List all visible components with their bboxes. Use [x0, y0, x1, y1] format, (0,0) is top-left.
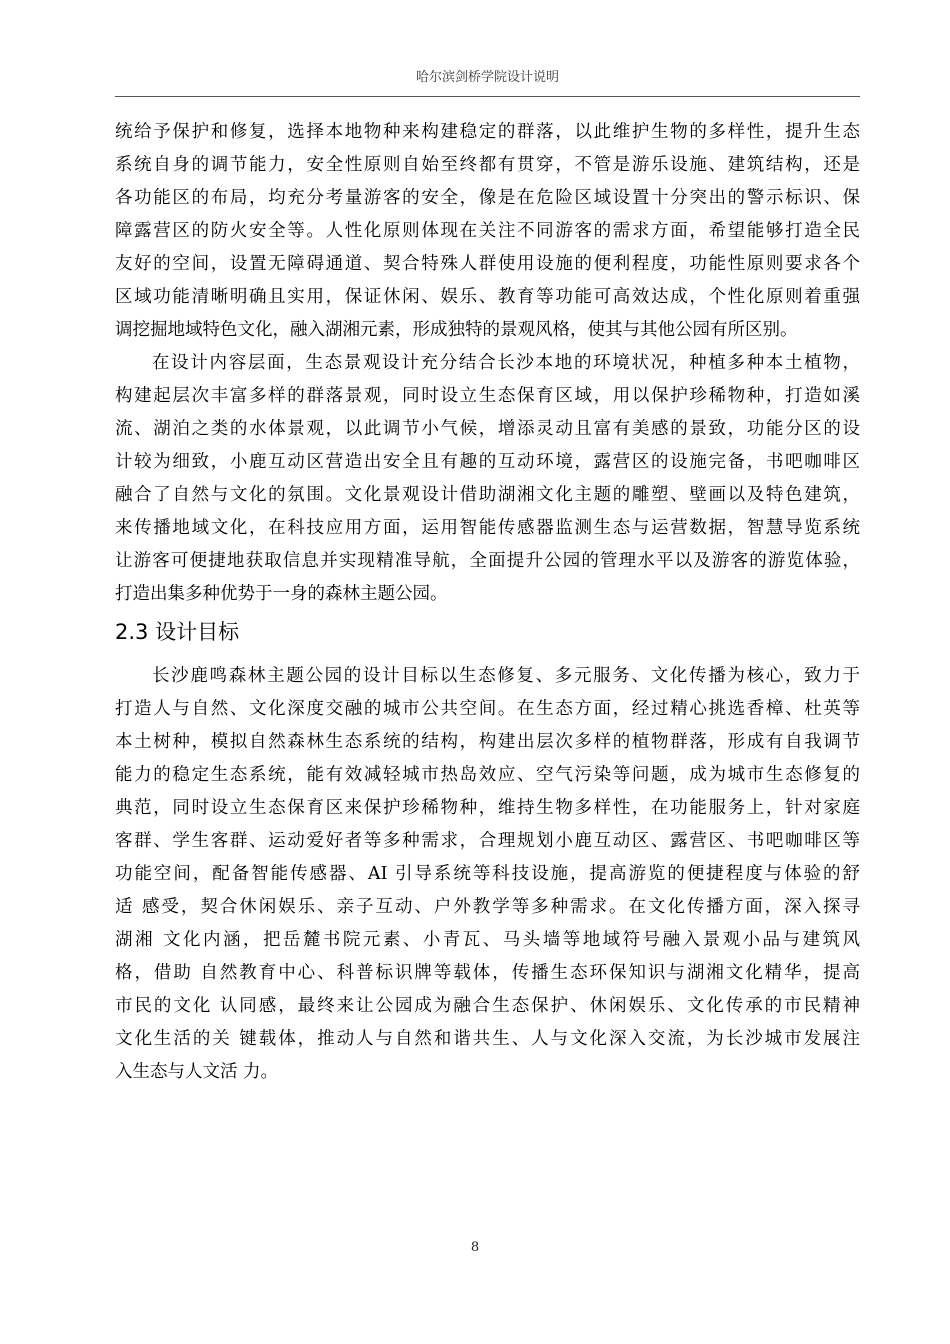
page-number: 8: [470, 1240, 480, 1255]
text-line: 来传播地域文化，在科技应用方面，运用智能传感器监测生态与运营数据，智慧导览系统: [115, 518, 860, 538]
paragraph-design-goals: [115, 660, 860, 1089]
text-line: 能力的稳定生态系统，能有效减轻城市热岛效应、空气污染等问题，成为城市生态修复的: [115, 765, 860, 785]
text-line: 障露营区的防火安全等。人性化原则体现在关注不同游客的需求方面，希望能够打造全民: [115, 221, 860, 241]
page-header-title: 哈尔滨剑桥学院设计说明: [415, 70, 559, 85]
text-line: 典范，同时设立生态保育区来保护珍稀物种，维持生物多样性，在功能服务上，针对家庭: [115, 798, 860, 818]
text-line: 本土树种，模拟自然森林生态系统的结构，构建出层次多样的植物群落，形成有自我调节: [115, 732, 860, 752]
text-line: 在设计内容层面，生态景观设计充分结合长沙本地的环境状况，种植多种本土植物，: [152, 353, 860, 373]
paragraph-design-content: [115, 347, 860, 611]
text-line: 各功能区的布局，均充分考量游客的安全，像是在危险区域设置十分突出的警示标识、保: [115, 188, 860, 208]
text-line: 打造人与自然、文化深度交融的城市公共空间。在生态方面，经过精心挑选香樟、杜英等: [115, 699, 860, 719]
text-line: 流、湖泊之类的水体景观，以此调节小气候，增添灵动且富有美感的景致，功能分区的设: [115, 419, 860, 439]
text-line: 客群、学生客群、运动爱好者等多种需求，合理规划小鹿互动区、露营区、书吧咖啡区等: [115, 831, 860, 851]
text-line: 文化生活的关 键载体，推动人与自然和谐共生、人与文化深入交流，为长沙城市发展注: [115, 1029, 860, 1049]
text-line: 让游客可便捷地获取信息并实现精准导航，全面提升公园的管理水平以及游客的游览体验，: [115, 551, 860, 571]
text-line: 融合了自然与文化的氛围。文化景观设计借助湖湘文化主题的雕塑、壁画以及特色建筑，: [115, 485, 860, 505]
text-line: 入生态与人文活 力。: [115, 1062, 279, 1082]
text-line: 市民的文化 认同感，最终来让公园成为融合生态保护、休闲娱乐、文化传承的市民精神: [115, 996, 860, 1016]
text-line: 功能空间，配备智能传感器、AI 引导系统等科技设施，提高游览的便捷程度与体验的舒: [115, 864, 860, 884]
text-line: 系统自身的调节能力，安全性原则自始至终都有贯穿，不管是游乐设施、建筑结构，还是: [115, 155, 860, 175]
text-line: 统给予保护和修复，选择本地物种来构建稳定的群落，以此维护生物的多样性，提升生态: [115, 122, 860, 142]
text-line: 友好的空间，设置无障碍通道、契合特殊人群使用设施的便利程度，功能性原则要求各个: [115, 254, 860, 274]
paragraph-principles: [115, 116, 860, 347]
text-line: 打造出集多种优势于一身的森林主题公园。: [115, 584, 448, 604]
section-heading: 2.3 设计目标: [115, 620, 240, 644]
text-line: 调挖掘地域特色文化，融入湖湘元素，形成独特的景观风格，使其与其他公园有所区别。: [115, 320, 798, 340]
text-line: 格，借助 自然教育中心、科普标识牌等载体，传播生态环保知识与湖湘文化精华，提高: [115, 963, 860, 983]
text-line: 适 感受，契合休闲娱乐、亲子互动、户外教学等多种需求。在文化传播方面，深入探寻: [115, 897, 860, 917]
text-line: 计较为细致，小鹿互动区营造出安全且有趣的互动环境，露营区的设施完备，书吧咖啡区: [115, 452, 860, 472]
text-line: 构建起层次丰富多样的群落景观，同时设立生态保育区域，用以保护珍稀物种，打造如溪: [115, 386, 860, 406]
text-line: 区域功能清晰明确且实用，保证休闲、娱乐、教育等功能可高效达成，个性化原则着重强: [115, 287, 860, 307]
text-line: 湖湘 文化内涵，把岳麓书院元素、小青瓦、马头墙等地域符号融入景观小品与建筑风: [115, 930, 860, 950]
header-divider: [115, 96, 860, 97]
text-line: 长沙鹿鸣森林主题公园的设计目标以生态修复、多元服务、文化传播为核心，致力于: [152, 666, 860, 686]
